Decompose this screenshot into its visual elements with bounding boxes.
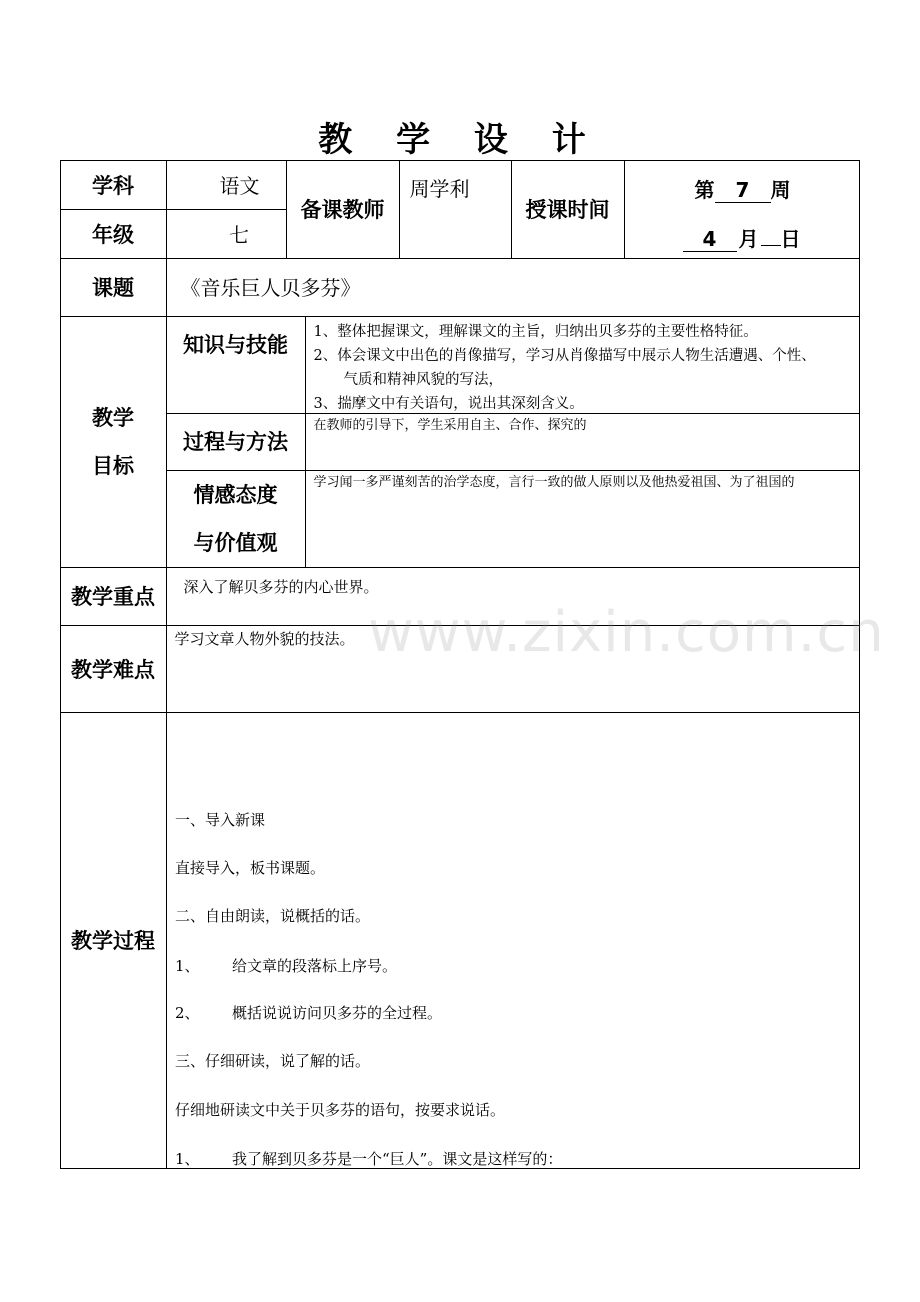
topic-value: 《音乐巨人贝多芬》 [180, 275, 361, 300]
key-point-label-cell [60, 567, 167, 626]
key-point-label: 教学重点 [71, 585, 155, 609]
document-title: 教 学 设 计 [318, 120, 602, 160]
month-number: 4 [683, 227, 737, 252]
topic-label-cell [60, 258, 167, 317]
key-point-value-cell [166, 567, 860, 626]
process-line: 一、导入新课 [175, 811, 266, 829]
emotion-label-line2: 与价值观 [193, 530, 278, 555]
emotion-label-cell [166, 470, 306, 568]
teacher-value-cell [399, 160, 512, 259]
grade-label: 年级 [92, 222, 134, 247]
teacher-value: 周学利 [409, 176, 470, 201]
process-line: 1、 我了解到贝多芬是一个“巨人”。课文是这样写的： [175, 1150, 563, 1168]
process-line: 三、仔细研读，说了解的话。 [175, 1052, 371, 1070]
emotion-text: 学习闻一多严谨刻苦的治学态度，言行一致的做人原则以及他热爱祖国、为了祖国的 [313, 474, 795, 490]
process-method-text-cell [305, 413, 860, 471]
week-suffix: 周 [770, 177, 791, 202]
date-line [683, 223, 801, 252]
process-method-text: 在教师的引导下，学生采用自主、合作、探究的 [313, 417, 587, 433]
process-method-label: 过程与方法 [183, 429, 288, 454]
time-label-cell [511, 160, 625, 259]
watermark: www.zixin.com.cn [368, 600, 885, 665]
emotion-text-cell [305, 470, 860, 568]
process-label-cell [60, 712, 167, 1169]
day-number [761, 245, 781, 246]
subject-value: 语文 [219, 174, 260, 198]
process-line: 仔细地研读文中关于贝多芬的语句，按要求说话。 [175, 1101, 506, 1119]
knowledge-item: 2、体会课文中出色的肖像描写，学习从肖像描写中展示人物生活遭遇、个性、 [313, 347, 816, 364]
process-label: 教学过程 [71, 929, 155, 953]
knowledge-item: 气质和精神风貌的写法， [343, 371, 503, 388]
week-prefix: 第 [694, 177, 715, 202]
week-line [695, 174, 791, 203]
difficulty-value-cell [166, 625, 860, 713]
month-label: 月 [738, 226, 759, 251]
difficulty-label-cell [60, 625, 167, 713]
grade-value: 七 [229, 223, 249, 247]
subject-value-cell [166, 160, 287, 210]
difficulty-value: 学习文章人物外貌的技法。 [174, 629, 355, 648]
grade-label-cell [60, 209, 167, 259]
emotion-label-line1: 情感态度 [193, 482, 278, 507]
process-line: 1、 给文章的段落标上序号。 [175, 957, 398, 975]
knowledge-text-cell [305, 316, 860, 414]
topic-value-cell [166, 258, 860, 317]
process-line: 二、自由朗读，说概括的话。 [175, 907, 371, 925]
difficulty-label: 教学难点 [71, 657, 155, 682]
knowledge-item: 3、揣摩文中有关语句，说出其深刻含义。 [313, 395, 584, 412]
teacher-label-cell [286, 160, 400, 259]
week-number: 7 [715, 178, 771, 203]
teacher-label: 备课教师 [300, 198, 385, 222]
grade-value-cell [166, 209, 287, 259]
process-method-label-cell [166, 413, 306, 471]
key-point-value: 深入了解贝多芬的内心世界。 [183, 577, 379, 596]
subject-label-cell [60, 160, 167, 210]
knowledge-label: 知识与技能 [183, 332, 288, 357]
goals-label-line1: 教学 [92, 405, 134, 430]
time-label: 授课时间 [525, 198, 610, 222]
goals-label-cell [60, 316, 167, 568]
knowledge-label-cell [166, 316, 306, 414]
process-line: 直接导入，板书课题。 [175, 859, 326, 877]
goals-label-line2: 目标 [92, 453, 134, 478]
knowledge-item: 1、整体把握课文，理解课文的主旨，归纳出贝多芬的主要性格特征。 [313, 323, 758, 340]
time-value-cell [624, 160, 860, 259]
subject-label: 学科 [92, 173, 134, 198]
topic-label: 课题 [92, 276, 134, 300]
day-label: 日 [780, 226, 801, 251]
process-line: 2、 概括说说访问贝多芬的全过程。 [175, 1004, 443, 1022]
